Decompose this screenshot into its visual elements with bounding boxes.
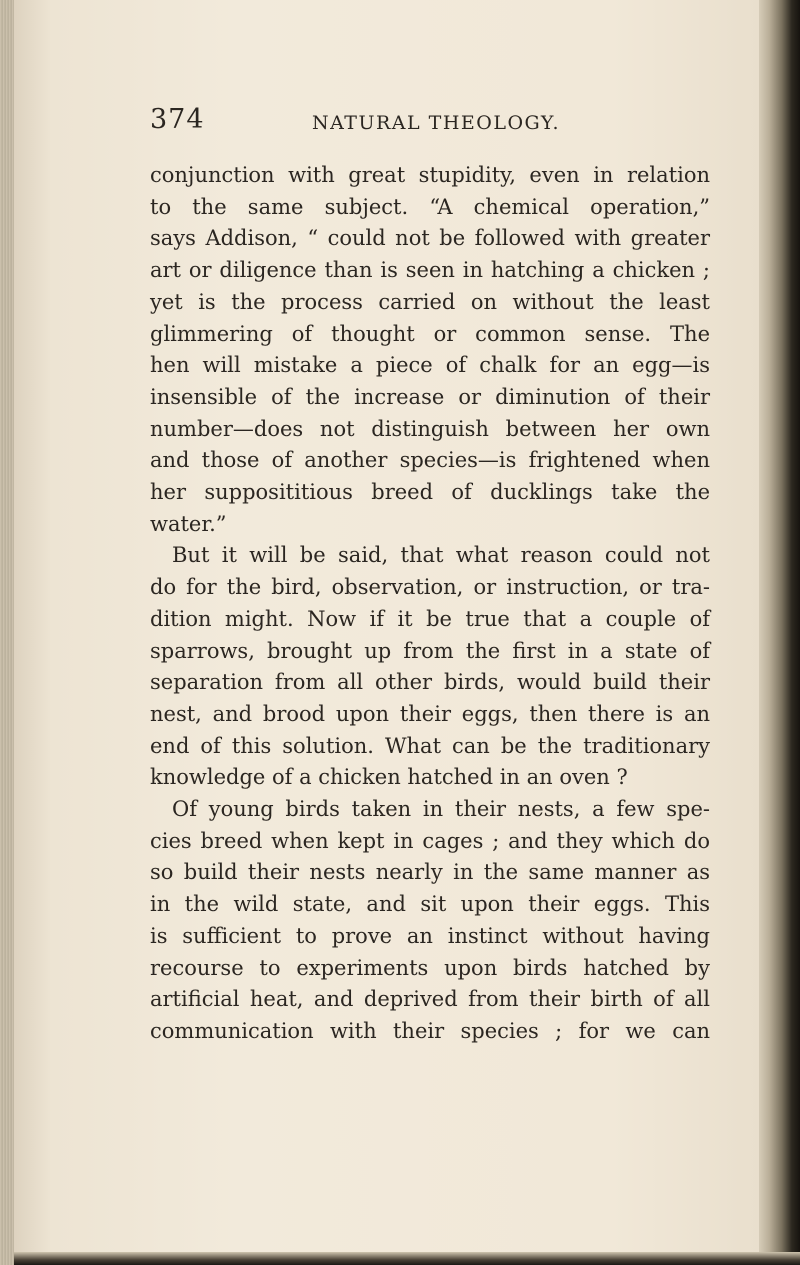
page-bottom-edge bbox=[14, 1252, 800, 1265]
page-stack-edge bbox=[759, 0, 800, 1265]
text-line: cies breed when kept in cages ; and they which do bbox=[150, 828, 710, 853]
text-line: knowledge of a chicken hatched in an oven ? bbox=[150, 765, 628, 790]
body-text bbox=[150, 160, 710, 1048]
text-line: insensible of the increase or diminution of their bbox=[150, 384, 710, 409]
text-line: dition might. Now if it be true that a couple of bbox=[150, 606, 710, 631]
text-line: end of this solution. What can be the traditionary bbox=[150, 733, 710, 758]
text-line: recourse to experiments upon birds hatched by bbox=[150, 955, 710, 980]
page-number: 374 bbox=[150, 104, 205, 135]
text-line: separation from all other birds, would build their bbox=[150, 670, 710, 695]
text-line: art or diligence than is seen in hatching a chicken ; bbox=[150, 258, 710, 283]
text-line: water.” bbox=[150, 511, 227, 536]
text-line: conjunction with great stupidity, even in relation bbox=[150, 163, 710, 187]
text-line: and those of another species—is frightened when bbox=[150, 448, 710, 473]
text-line: hen will mistake a piece of chalk for an egg—is bbox=[150, 353, 710, 378]
text-line: glimmering of thought or common sense. The bbox=[150, 321, 710, 346]
text-line: sparrows, brought up from the first in a state of bbox=[150, 638, 710, 663]
text-line: do for the bird, observation, or instruction, or tra- bbox=[150, 575, 710, 600]
text-line: communication with their species ; for we can bbox=[150, 1018, 710, 1043]
text-line: yet is the process carried on without the least bbox=[150, 289, 710, 314]
text-line: to the same subject. “A chemical operation,” bbox=[150, 194, 710, 219]
paragraph-start-line: But it will be said, that what reason could not bbox=[172, 543, 710, 568]
text-line: so build their nests nearly in the same manner as bbox=[150, 860, 710, 885]
text-line: is sufficient to prove an instinct without having bbox=[150, 923, 710, 948]
text-line: in the wild state, and sit upon their eggs. This bbox=[150, 892, 710, 917]
running-head bbox=[150, 104, 710, 144]
running-title: NATURAL THEOLOGY. bbox=[312, 112, 561, 134]
paragraph-start-line: Of young birds taken in their nests, a few spe- bbox=[172, 797, 710, 822]
text-line: says Addison, “ could not be followed with greater bbox=[150, 226, 710, 251]
text-line: number—does not distinguish between her own bbox=[150, 416, 710, 441]
text-line: her supposititious breed of ducklings take the bbox=[150, 480, 710, 505]
text-line: nest, and brood upon their eggs, then there is an bbox=[150, 701, 710, 726]
text-line: artificial heat, and deprived from their birth of all bbox=[150, 987, 710, 1012]
